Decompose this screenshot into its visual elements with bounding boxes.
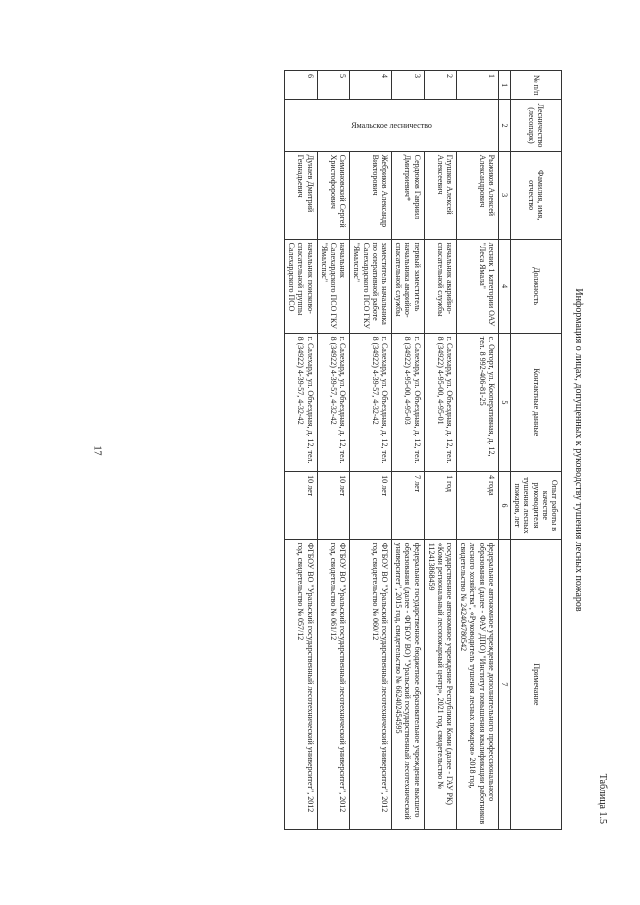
person-experience: 1 год [424,472,457,540]
person-note: ФГБОУ ВО "Уральский государственный лесотехнический университет", 2012 год, свидетельство № 057/12 [285,539,318,829]
person-experience: 4 года [457,472,499,540]
column-number: 5 [498,333,510,471]
person-contacts: г. Салехард, ул. Объездная, д. 12, тел. 8 (34922) 4-95-00, 4-95-01 [424,333,457,471]
person-contacts: г. Салехард, ул. Объездная, д. 12, тел. 8 (34922) 4-39-57, 4-32-42 [350,333,392,471]
header-name: Фамилия, имя, отчество [511,151,562,239]
person-name: Симиновский Сергей Христофорович [317,151,350,239]
table-row [457,71,499,830]
table-row [350,71,392,830]
row-number: 3 [392,71,425,100]
person-name: Сердюков Гавриил Дмитриевич* [392,151,425,239]
column-number: 6 [498,472,510,540]
rotated-page [40,70,608,830]
page-number: 17 [91,445,103,456]
person-experience: 10 лет [285,472,318,540]
forestry-cell: Ямальское лесничество [285,100,499,151]
row-number: 6 [285,71,318,100]
column-number: 7 [498,539,510,829]
person-position: лесник 1 категории ОАУ "Леса Ямала" [457,239,499,333]
landscape-content [40,70,608,830]
person-position: начальник аварийно-спасательной службы [424,239,457,333]
header-num: № п/п [511,71,562,100]
row-number: 4 [350,71,392,100]
person-name: Жебриков Александр Викторович [350,151,392,239]
table-label: Таблица 1.5 [597,773,608,824]
column-number: 4 [498,239,510,333]
person-position: заместитель начальника по оперативной работе Салехардского ПСО ГКУ "Ямалспас" [350,239,392,333]
row-number: 1 [457,71,499,100]
person-experience: 10 лет [317,472,350,540]
row-number: 2 [424,71,457,100]
row-number: 5 [317,71,350,100]
header-position: Должность [511,239,562,333]
person-note: ФГБОУ ВО "Уральский государственный лесотехнический университет", 2012 год, свидетельство № 061/12 [317,539,350,829]
table-row [285,71,318,830]
person-contacts: г. Салехард, ул. Объездная, д. 12, тел. 8 (34922) 4-95-00, 4-95-03 [392,333,425,471]
person-name: Рыжиков Алексей Александрович [457,151,499,239]
column-number: 1 [498,71,510,100]
person-contacts: с. Овгорт, ул. Кооперативная, д. 12, тел. 8 992-406-81-25 [457,333,499,471]
header-forestry: Лесничество (лесопарк) [511,100,562,151]
header-note: Примечание [511,539,562,829]
column-number: 3 [498,151,510,239]
person-position: начальник Салехардского ПСО ГКУ "Ямалспас" [317,239,350,333]
person-note: ФГБОУ ВО "Уральский государственный лесотехнический университет", 2012 год, свидетельство № 060/12 [350,539,392,829]
person-contacts: г. Салехард, ул. Объездная, д. 12, тел. 8 (34922) 4-39-57, 4-32-42 [285,333,318,471]
column-number-row [498,71,510,830]
header-experience: Опыт работы в качестве руководителя тушения лесных пожаров, лет [511,472,562,540]
person-note: государственное автономное учреждение Республики Коми (далее - ГАУ РК) «Коми региональный лесопожарный центр», 2021 год, свидетельство № 112413868459 [424,539,457,829]
table-row [424,71,457,830]
person-name: Дунаев Дмитрий Геннадьевич [285,151,318,239]
persons-table [284,70,562,830]
table-row [317,71,350,830]
person-contacts: г. Салехард, ул. Объездная, д. 12, тел. 8 (34922) 4-39-57, 4-32-42 [317,333,350,471]
person-experience: 10 лет [350,472,392,540]
person-note: федеральное автономное учреждение дополнительного профессионального образования (далее - ФАУ ДПО) "Институт повышения квалификации работников лесного хозяйства", «Руководитель тушения лесных пожаров» 2018 год, свидетельство № 242404780542 [457,539,499,829]
column-number: 2 [498,100,510,151]
header-contacts: Контактные данные [511,333,562,471]
person-position: первый заместитель начальника аварийно-спасательной службы [392,239,425,333]
header-row [511,71,562,830]
person-position: начальник поисково-спасательной группы Салехардского ПСО [285,239,318,333]
person-note: федеральное государственное бюджетное образовательное учреждение высшего образования (далее - ФГБОУ ВО) "Уральский государственный лесотехнический университет", 2015 год, свидетельство № 662402454595 [392,539,425,829]
table-title: Информация о лицах, допущенных к руководству тушения лесных пожаров [573,288,584,612]
table-row [392,71,425,830]
person-name: Глушков Алексей Алексеевич [424,151,457,239]
person-experience: 7 лет [392,472,425,540]
